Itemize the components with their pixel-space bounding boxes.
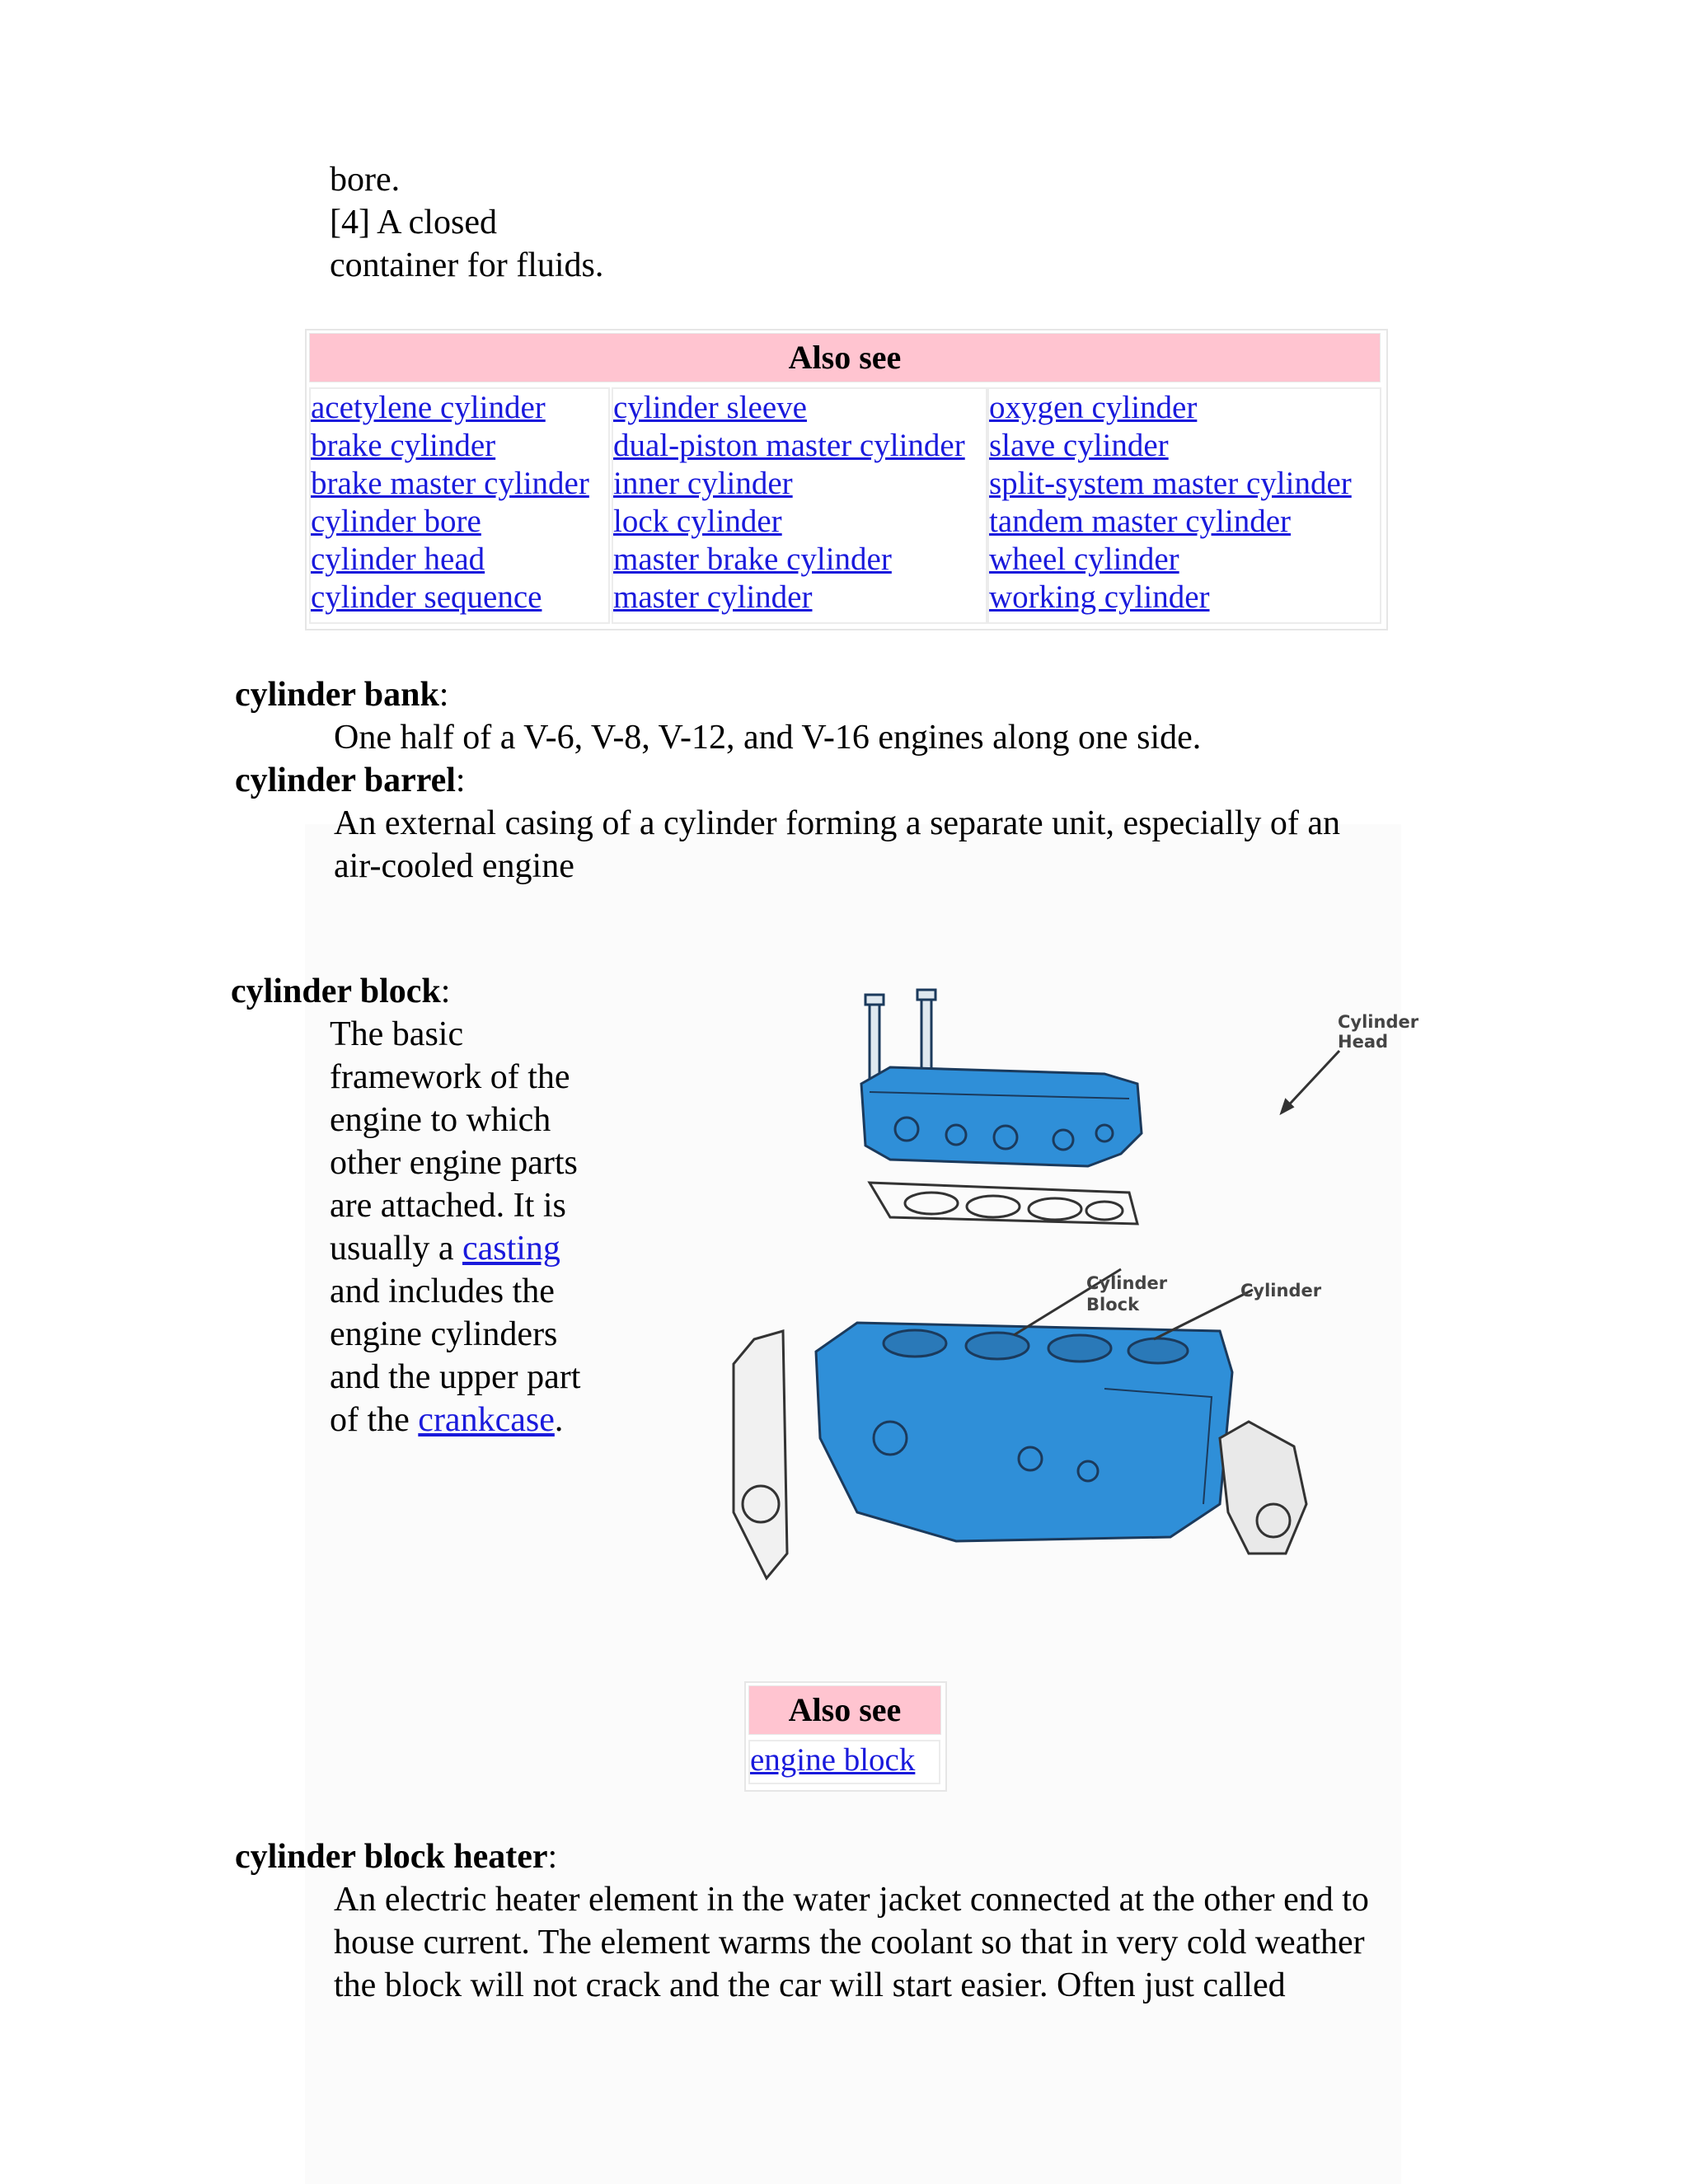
rear-housing	[1220, 1422, 1306, 1554]
link-cylinder-sequence[interactable]: cylinder sequence	[311, 579, 542, 615]
definition-line: the block will not crack and the car will start easier. Often just called	[334, 1966, 1286, 2004]
text-run: usually a	[330, 1230, 462, 1268]
label-line: Block	[1086, 1295, 1140, 1315]
timing-cover-plate	[734, 1331, 787, 1578]
definition-cylinder-block	[330, 1013, 580, 1441]
entry-cylinder-barrel-heading	[235, 759, 466, 802]
intro-line-2: [4] A closed	[330, 204, 497, 241]
link-master-brake-cylinder[interactable]: master brake cylinder	[613, 541, 892, 577]
link-oxygen-cylinder[interactable]: oxygen cylinder	[989, 390, 1198, 425]
intro-line-1: bore.	[330, 161, 401, 199]
label-line: Cylinder	[1086, 1273, 1168, 1293]
link-master-cylinder[interactable]: master cylinder	[613, 579, 813, 615]
link-crankcase[interactable]: crankcase	[418, 1401, 555, 1439]
label-cylinder-block	[1086, 1272, 1167, 1315]
label-cylinder: Cylinder	[1240, 1281, 1322, 1301]
definition-line: and the upper part	[330, 1358, 581, 1396]
label-cylinder-head	[1338, 1012, 1418, 1052]
label-line: Head	[1338, 1032, 1389, 1052]
definition-line	[330, 1227, 580, 1270]
text-run: of the	[330, 1401, 419, 1439]
link-casting[interactable]: casting	[462, 1230, 560, 1268]
link-working-cylinder[interactable]: working cylinder	[989, 579, 1210, 615]
also-see-column-2	[612, 387, 987, 624]
link-wheel-cylinder[interactable]: wheel cylinder	[989, 541, 1179, 577]
definition-cylinder-bank: One half of a V-6, V-8, V-12, and V-16 engines along one side.	[334, 719, 1202, 757]
cylinder-head-shape	[861, 1067, 1142, 1166]
term-cylinder-barrel: cylinder barrel	[235, 762, 456, 799]
also-see-column	[748, 1740, 940, 1784]
also-see-heading: Also see	[309, 333, 1381, 382]
also-see-table	[305, 329, 1388, 630]
link-dual-piston-master-cylinder[interactable]: dual-piston master cylinder	[613, 428, 965, 463]
cylinder-block-shape	[816, 1323, 1232, 1541]
definition-line: house current. The element warms the coolant so that in very cold weather	[334, 1924, 1365, 1961]
term-cylinder-block-heater: cylinder block heater	[235, 1838, 548, 1876]
definition-line: engine to which	[330, 1101, 551, 1139]
engine-block-illustration	[643, 977, 1451, 1619]
definition-cylinder-barrel	[334, 802, 1340, 888]
definition-cylinder-block-heater	[334, 1878, 1369, 2007]
head-gasket	[870, 1183, 1137, 1224]
link-cylinder-sleeve[interactable]: cylinder sleeve	[613, 390, 807, 425]
also-see-column-3	[987, 387, 1381, 624]
link-cylinder-bore[interactable]: cylinder bore	[311, 504, 481, 539]
link-split-system-master-cylinder[interactable]: split-system master cylinder	[989, 466, 1352, 501]
colon: :	[438, 676, 449, 714]
definition-line: framework of the	[330, 1058, 570, 1096]
link-cylinder-head[interactable]: cylinder head	[311, 541, 485, 577]
colon: :	[455, 762, 466, 799]
definition-line: engine cylinders	[330, 1315, 558, 1353]
term-cylinder-block: cylinder block	[231, 972, 441, 1010]
label-line: Cylinder	[1338, 1012, 1419, 1032]
also-see-heading: Also see	[748, 1685, 941, 1735]
link-lock-cylinder[interactable]: lock cylinder	[613, 504, 782, 539]
colon: :	[547, 1838, 558, 1876]
definition-line: and includes the	[330, 1272, 555, 1310]
colon: :	[440, 972, 451, 1010]
term-cylinder-bank: cylinder bank	[235, 676, 439, 714]
definition-line: An external casing of a cylinder forming a separate unit, especially of an	[334, 804, 1341, 842]
entry-cylinder-block-heater-heading	[235, 1835, 557, 1878]
link-brake-master-cylinder[interactable]: brake master cylinder	[311, 466, 589, 501]
link-slave-cylinder[interactable]: slave cylinder	[989, 428, 1169, 463]
definition-line: other engine parts	[330, 1144, 578, 1182]
definition-line: are attached. It is	[330, 1187, 566, 1225]
link-engine-block[interactable]: engine block	[750, 1742, 916, 1778]
entry-cylinder-bank-heading	[235, 673, 448, 716]
definition-line: The basic	[330, 1015, 464, 1053]
definition-line: air-cooled engine	[334, 847, 574, 885]
entry-cylinder-block-heading	[231, 970, 450, 1013]
text-run: .	[554, 1401, 564, 1439]
definition-line: An electric heater element in the water jacket connected at the other end to	[334, 1881, 1369, 1919]
also-see-table-2	[744, 1681, 947, 1792]
intro-line-3: container for fluids.	[330, 246, 604, 284]
also-see-column-1	[309, 387, 610, 624]
intro-text	[330, 158, 603, 287]
link-brake-cylinder[interactable]: brake cylinder	[311, 428, 496, 463]
definition-line	[330, 1399, 580, 1441]
link-tandem-master-cylinder[interactable]: tandem master cylinder	[989, 504, 1292, 539]
link-inner-cylinder[interactable]: inner cylinder	[613, 466, 793, 501]
link-acetylene-cylinder[interactable]: acetylene cylinder	[311, 390, 546, 425]
